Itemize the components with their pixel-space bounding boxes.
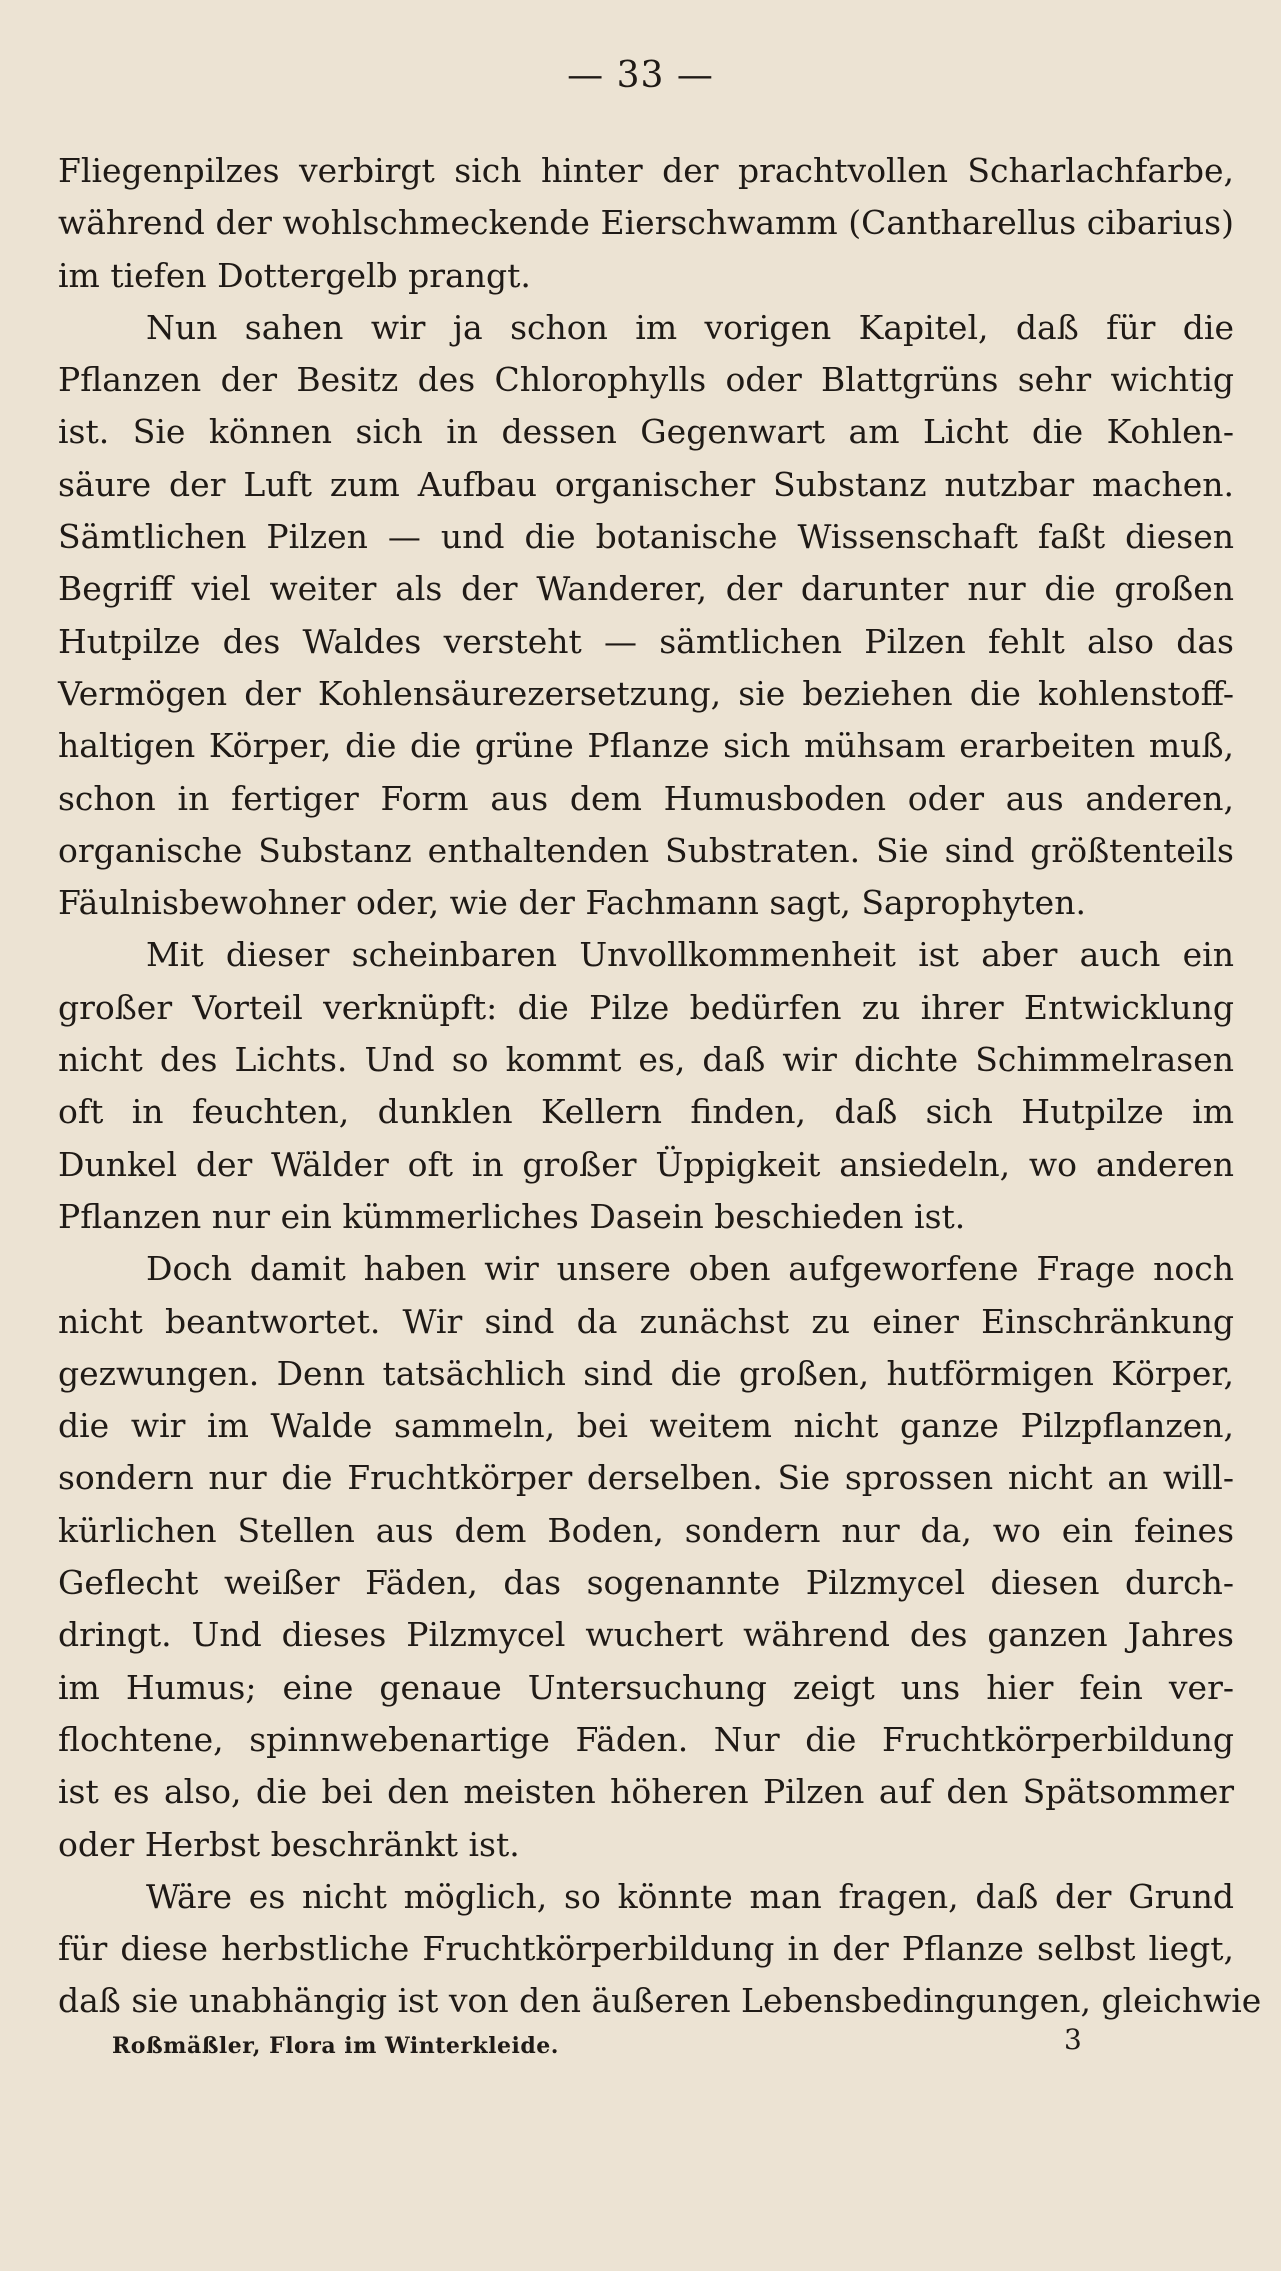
text-line: Sämtlichen Pilzen — und die botanische Wissenschaft faßt diesen (58, 517, 1234, 557)
page-number: — 33 — (567, 55, 714, 96)
body-text (58, 145, 1262, 2028)
text-line: sondern nur die Fruchtkörper derselben. Sie sprossen nicht an will- (58, 1458, 1234, 1498)
text-line: kürlichen Stellen aus dem Boden, sondern nur da, wo ein feines (58, 1510, 1234, 1550)
text-line: dringt. Und dieses Pilzmycel wuchert während des ganzen Jahres (58, 1615, 1234, 1655)
text-line: flochtene, spinnwebenartige Fäden. Nur die Fruchtkörperbildung (58, 1719, 1234, 1759)
text-line: Pflanzen nur ein kümmerliches Dasein beschieden ist. (58, 1196, 966, 1236)
footer-title: Roßmäßler, Flora im Winterkleide. (112, 2033, 559, 2059)
text-line: Pflanzen der Besitz des Chlorophylls oder Blattgrüns sehr wichtig (58, 360, 1234, 400)
text-line: Wäre es nicht möglich, so könnte man fragen, daß der Grund (146, 1876, 1234, 1916)
signature-mark: 3 (1064, 2023, 1082, 2056)
text-line: Vermögen der Kohlensäurezersetzung, sie beziehen die kohlenstoff- (58, 673, 1234, 713)
text-line: großer Vorteil verknüpft: die Pilze bedürfen zu ihrer Entwicklung (58, 987, 1234, 1027)
text-line: Hutpilze des Waldes versteht — sämtlichen Pilzen fehlt also das (58, 621, 1234, 661)
text-line: nicht beantwortet. Wir sind da zunächst zu einer Einschränkung (58, 1301, 1234, 1341)
text-line: Fäulnisbewohner oder, wie der Fachmann sagt, Saprophyten. (58, 883, 1086, 923)
text-line: säure der Luft zum Aufbau organischer Substanz nutzbar machen. (58, 464, 1234, 504)
text-line: daß sie unabhängig ist von den äußeren Lebensbedingungen, gleichwie (58, 1981, 1262, 2021)
text-line: schon in fertiger Form aus dem Humusboden oder aus anderen, (58, 778, 1234, 818)
text-line: gezwungen. Denn tatsächlich sind die großen, hutförmigen Körper, (58, 1353, 1234, 1393)
text-line: Doch damit haben wir unsere oben aufgeworfene Frage noch (146, 1249, 1234, 1289)
text-line: im Humus; eine genaue Untersuchung zeigt uns hier fein ver- (58, 1667, 1234, 1707)
text-line: organische Substanz enthaltenden Substraten. Sie sind größtenteils (58, 830, 1234, 870)
text-line: haltigen Körper, die die grüne Pflanze sich mühsam erarbeiten muß, (58, 726, 1234, 766)
text-line: Geflecht weißer Fäden, das sogenannte Pilzmycel diesen durch- (58, 1563, 1234, 1603)
text-line: ist. Sie können sich in dessen Gegenwart am Licht die Kohlen- (58, 412, 1234, 452)
text-line: Dunkel der Wälder oft in großer Üppigkeit ansiedeln, wo anderen (58, 1144, 1234, 1184)
text-line: im tiefen Dottergelb prangt. (58, 255, 531, 295)
text-line: Nun sahen wir ja schon im vorigen Kapitel, daß für die (146, 307, 1234, 347)
text-line: Mit dieser scheinbaren Unvollkommenheit ist aber auch ein (146, 935, 1234, 975)
text-line: oft in feuchten, dunklen Kellern finden, daß sich Hutpilze im (58, 1092, 1234, 1132)
text-line: die wir im Walde sammeln, bei weitem nicht ganze Pilzpflanzen, (58, 1406, 1234, 1446)
text-line: Begriff viel weiter als der Wanderer, der darunter nur die großen (58, 569, 1234, 609)
text-line: während der wohlschmeckende Eierschwamm (Cantharellus cibarius) (58, 203, 1234, 243)
text-line: ist es also, die bei den meisten höheren Pilzen auf den Spätsommer (58, 1772, 1234, 1812)
text-line: oder Herbst beschränkt ist. (58, 1824, 520, 1864)
text-line: Fliegenpilzes verbirgt sich hinter der prachtvollen Scharlachfarbe, (58, 151, 1234, 190)
text-line: nicht des Lichts. Und so kommt es, daß wir dichte Schimmelrasen (58, 1040, 1234, 1080)
text-line: für diese herbstliche Fruchtkörperbildung in der Pflanze selbst liegt, (58, 1929, 1234, 1969)
